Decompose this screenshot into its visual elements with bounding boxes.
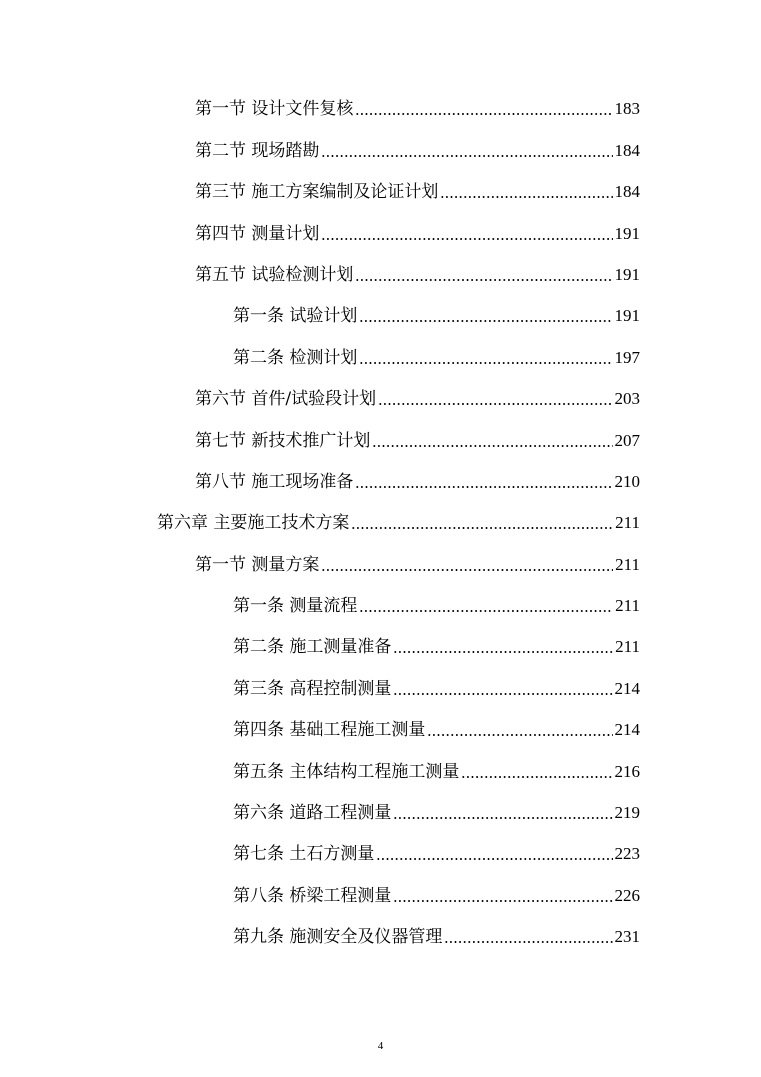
toc-dot-leader: [355, 112, 612, 116]
toc-entry-label: 第一节 测量方案: [195, 554, 320, 575]
toc-entry[interactable]: [0, 420, 761, 461]
toc-dot-leader: [393, 899, 612, 903]
toc-entry-page: 211: [615, 554, 640, 574]
toc-entry-label: 第六章 主要施工技术方案: [157, 513, 350, 534]
toc-dot-leader: [355, 485, 612, 489]
toc-dot-leader: [393, 692, 612, 696]
toc-dot-leader: [359, 609, 613, 613]
toc-dot-leader: [359, 361, 612, 365]
toc-entry[interactable]: [0, 296, 761, 337]
toc-entry-page: 211: [615, 596, 640, 616]
toc-entry-label: 第七条 土石方测量: [233, 844, 375, 865]
toc-entry-label: 第五条 主体结构工程施工测量: [233, 761, 460, 782]
toc-entry-label: 第二条 检测计划: [233, 347, 358, 368]
toc-entry-page: 214: [614, 720, 640, 740]
toc-entry[interactable]: [0, 627, 761, 668]
toc-entry-label: 第六节 首件/试验段计划: [195, 389, 377, 410]
toc-entry-page: 183: [614, 99, 640, 119]
toc-dot-leader: [372, 444, 612, 448]
toc-dot-leader: [393, 816, 612, 820]
toc-dot-leader: [393, 650, 613, 654]
toc-entry[interactable]: [0, 130, 761, 171]
toc-entry[interactable]: [0, 544, 761, 585]
toc-entry-label: 第二节 现场踏勘: [195, 140, 320, 161]
table-of-contents: [0, 89, 761, 958]
toc-entry-page: 191: [614, 306, 640, 326]
toc-entry[interactable]: [0, 751, 761, 792]
toc-entry[interactable]: [0, 875, 761, 916]
toc-entry-page: 210: [614, 471, 640, 491]
toc-entry-label: 第四条 基础工程施工测量: [233, 720, 426, 741]
toc-entry-page: 223: [614, 844, 640, 864]
toc-entry-page: 191: [614, 223, 640, 243]
toc-entry[interactable]: [0, 89, 761, 130]
toc-dot-leader: [359, 319, 612, 323]
toc-entry[interactable]: [0, 172, 761, 213]
toc-entry[interactable]: [0, 462, 761, 503]
toc-entry-page: 197: [614, 347, 640, 367]
toc-dot-leader: [351, 526, 613, 530]
toc-dot-leader: [321, 568, 613, 572]
toc-dot-leader: [378, 402, 612, 406]
toc-dot-leader: [427, 733, 612, 737]
toc-entry-page: 211: [615, 513, 640, 533]
toc-entry-label: 第一条 试验计划: [233, 306, 358, 327]
toc-entry-label: 第八条 桥梁工程测量: [233, 885, 392, 906]
toc-entry[interactable]: [0, 668, 761, 709]
toc-entry-chapter[interactable]: [0, 503, 761, 544]
toc-entry-label: 第三节 施工方案编制及论证计划: [195, 182, 439, 203]
toc-entry-page: 203: [614, 389, 640, 409]
toc-entry-page: 214: [614, 678, 640, 698]
toc-entry[interactable]: [0, 213, 761, 254]
toc-entry-page: 184: [614, 140, 640, 160]
toc-entry-page: 207: [614, 430, 640, 450]
toc-entry-label: 第二条 施工测量准备: [233, 637, 392, 658]
toc-entry-page: 231: [614, 927, 640, 947]
toc-dot-leader: [461, 775, 612, 779]
toc-entry[interactable]: [0, 379, 761, 420]
toc-entry[interactable]: [0, 710, 761, 751]
toc-entry-label: 第九条 施测安全及仪器管理: [233, 927, 443, 948]
toc-entry-page: 184: [614, 182, 640, 202]
toc-entry-page: 216: [614, 761, 640, 781]
toc-dot-leader: [440, 195, 612, 199]
toc-entry[interactable]: [0, 586, 761, 627]
toc-entry-label: 第八节 施工现场准备: [195, 471, 354, 492]
toc-dot-leader: [321, 154, 612, 158]
toc-entry-label: 第六条 道路工程测量: [233, 803, 392, 824]
toc-entry-page: 191: [614, 264, 640, 284]
page-number: 4: [377, 1040, 384, 1052]
toc-entry-page: 219: [614, 803, 640, 823]
toc-dot-leader: [444, 940, 612, 944]
toc-dot-leader: [376, 857, 612, 861]
toc-entry-label: 第三条 高程控制测量: [233, 678, 392, 699]
toc-entry-label: 第四节 测量计划: [195, 223, 320, 244]
toc-entry[interactable]: [0, 793, 761, 834]
toc-dot-leader: [355, 278, 612, 282]
toc-entry[interactable]: [0, 834, 761, 875]
toc-entry-page: 226: [614, 885, 640, 905]
toc-entry[interactable]: [0, 337, 761, 378]
toc-dot-leader: [321, 237, 612, 241]
toc-entry-label: 第一条 测量流程: [233, 596, 358, 617]
toc-entry-page: 211: [615, 637, 640, 657]
toc-entry[interactable]: [0, 917, 761, 958]
toc-entry-label: 第五节 试验检测计划: [195, 264, 354, 285]
toc-entry-label: 第一节 设计文件复核: [195, 99, 354, 120]
toc-entry[interactable]: [0, 255, 761, 296]
toc-entry-label: 第七节 新技术推广计划: [195, 430, 371, 451]
